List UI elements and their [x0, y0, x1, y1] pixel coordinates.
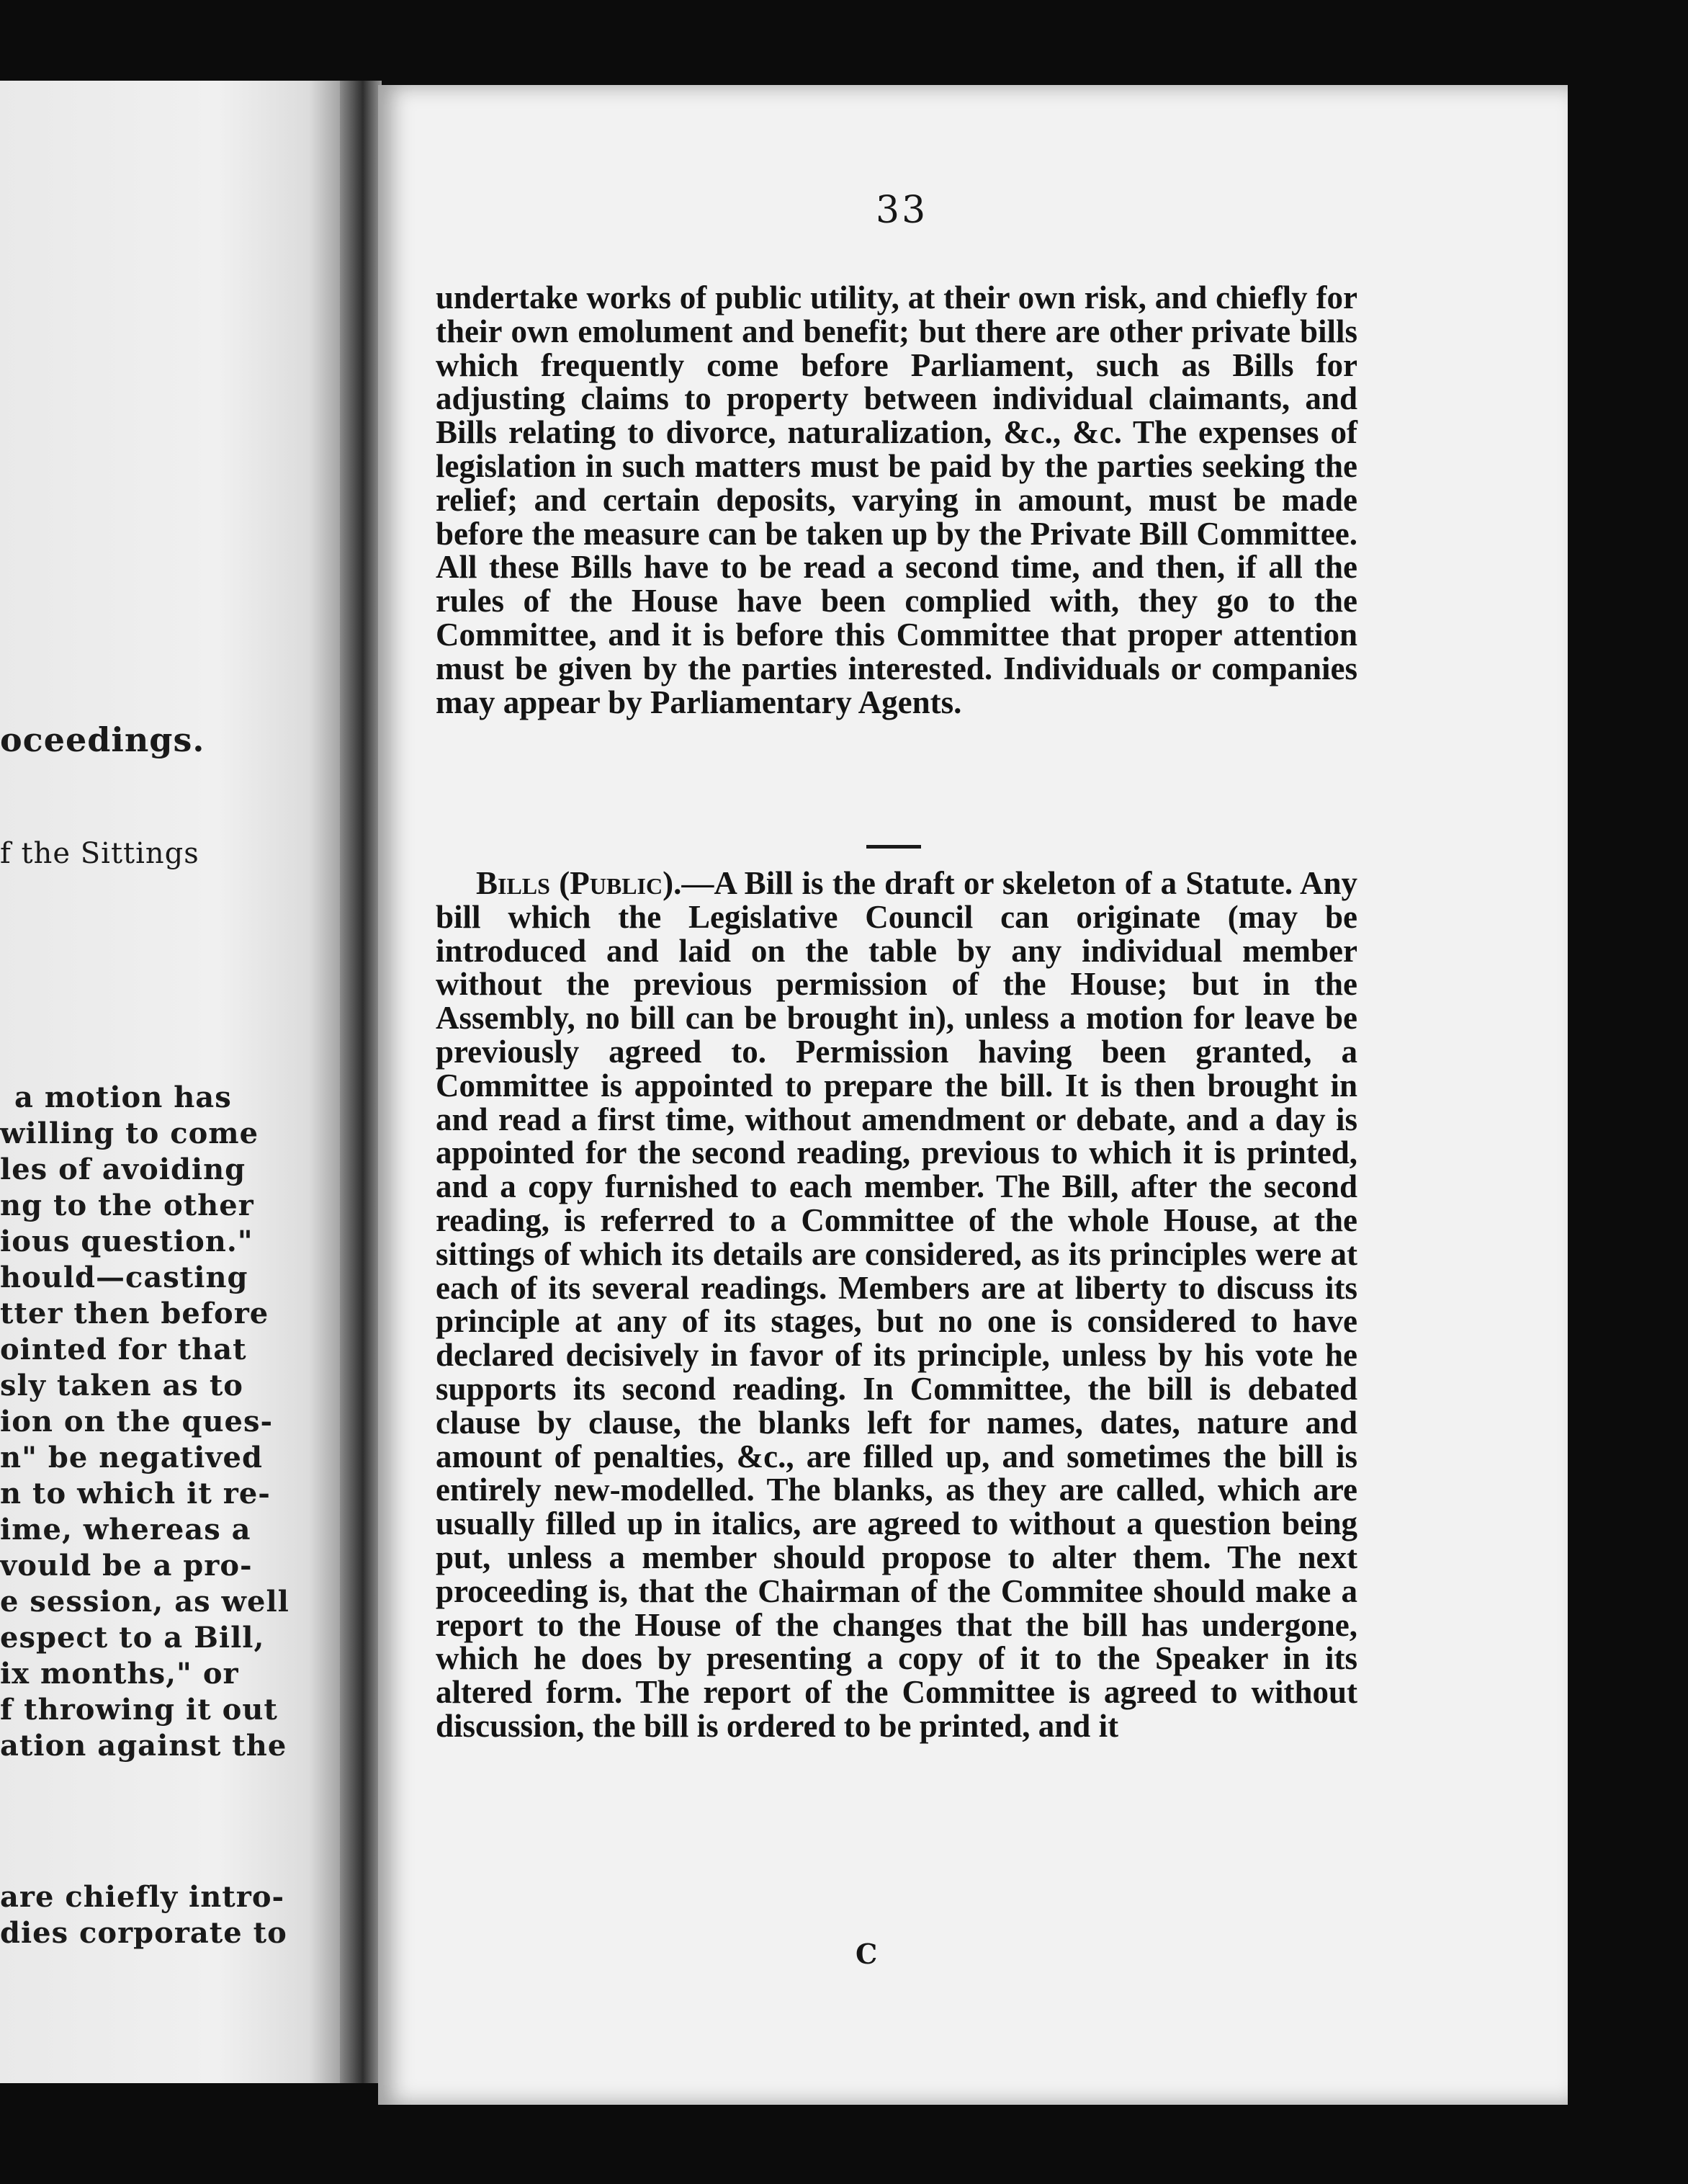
left-page-line: are chiefly intro-	[0, 1880, 285, 1914]
left-page-line: espect to a Bill,	[0, 1621, 265, 1655]
signature-mark: C	[856, 1938, 878, 1970]
left-page	[0, 81, 364, 2083]
left-page-line: dies corporate to	[0, 1916, 287, 1950]
page-number: 33	[876, 189, 928, 232]
left-page-line: f the Sittings	[0, 837, 199, 870]
paragraph-2-text: —A Bill is the draft or skeleton of a Statute. Any bill which the Legislative Council can originate (may be introduced and laid on the table by any individual member without the previous permission of the House; but in the Assembly, no bill can be brought in), unless a motion for leave be previously agreed to. Permission having been granted, a Committee is appointed to prepare the bill. It is then brought in and read a first time, without amendment or debate, and a day is appointed for the second reading, previous to which it is printed, and a copy furnished to each member. The Bill, after the second reading, is referred to a Committee of the whole House, at the sittings of which its details are considered, as its principles were at each of its several readings. Members are at liberty to discuss its principle at any of its stages, but no one is considered to have declared decisively in favor of its principle, unless by his vote he supports its second reading. In Committee, the bill is debated clause by clause, the blanks left for names, dates, nature and amount of penalties, &c., are filled up, and sometimes the bill is entirely new-modelled. The blanks, as they are called, which are usually filled up in italics, are agreed to without a question being put, unless a member should propose to alter them. The next proceeding is, that the Chairman of the Commitee should make a report to the House of the changes that the bill has undergone, which he does by presenting a copy of it to the Speaker in its altered form. The report of the Committee is agreed to without discussion, the bill is ordered to be printed, and it	[436, 865, 1357, 1744]
left-page-line: e session, as well	[0, 1585, 289, 1619]
paragraph-private-bills	[436, 281, 1357, 719]
left-page-line: sly taken as to	[0, 1369, 243, 1402]
paragraph-2	[436, 867, 1357, 1743]
section-heading: Bills (Public).	[476, 865, 682, 901]
left-page-line: ation against the	[0, 1729, 287, 1763]
left-page-line: ix months," or	[0, 1657, 239, 1691]
left-page-line: tter then before	[0, 1297, 269, 1330]
left-page-line: ointed for that	[0, 1333, 247, 1366]
left-page-line: willing to come	[0, 1116, 259, 1150]
left-page-line: n to which it re-	[0, 1477, 271, 1511]
left-page-line: ious question."	[0, 1225, 253, 1258]
left-page-heading: oceedings.	[0, 720, 205, 759]
left-page-line: ng to the other	[0, 1189, 254, 1222]
book-gutter	[340, 81, 382, 2083]
paragraph-public-bills	[436, 867, 1357, 1743]
left-page-line: n" be negatived	[0, 1441, 263, 1474]
left-page-line: f throwing it out	[0, 1693, 278, 1727]
left-page-line: les of avoiding	[0, 1153, 246, 1186]
section-divider	[866, 845, 921, 849]
left-page-line: hould—casting	[0, 1261, 248, 1294]
left-page-line: a motion has	[14, 1080, 232, 1114]
left-page-line: ime, whereas a	[0, 1513, 251, 1547]
left-page-line: vould be a pro-	[0, 1549, 253, 1583]
left-page-line: ion on the ques-	[0, 1405, 274, 1438]
paragraph-1-text: undertake works of public utility, at their own risk, and chiefly for their own emolument and benefit; but there are other private bills which frequently come before Parliament, such as Bills for adjusting claims to property between individual claimants, and Bills relating to divorce, naturalization, &c., &c. The expenses of legislation in such matters must be paid by the parties seeking the relief; and certain deposits, varying in amount, must be made before the measure can be taken up by the Private Bill Committee. All these Bills have to be read a second time, and then, if all the rules of the House have been complied with, they go to the Committee, and it is before this Committee that proper attention must be given by the parties interested. Individuals or companies may appear by Parliamentary Agents.	[436, 279, 1357, 720]
